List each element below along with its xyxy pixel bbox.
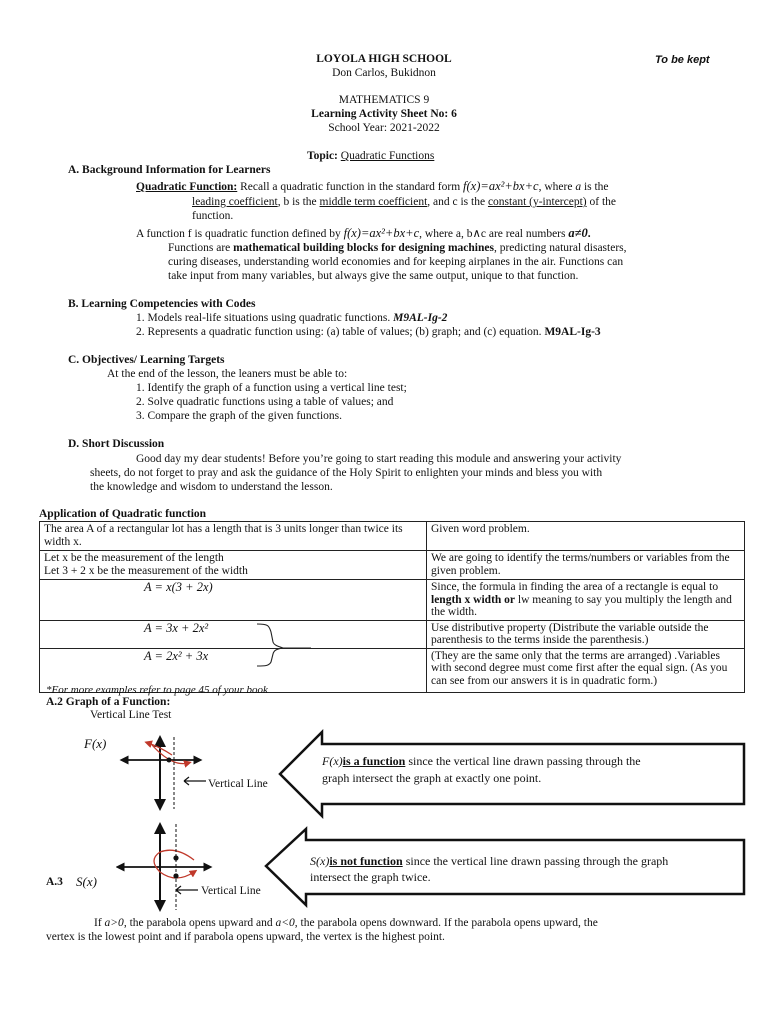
def-end: . <box>587 228 591 240</box>
school-year: School Year: 2021-2022 <box>328 122 440 134</box>
leading-coefficient: leading coefficient <box>192 196 278 208</box>
footnote: *For more examples refer to page 45 of your book <box>46 684 268 696</box>
non-function-graph-icon <box>116 822 214 912</box>
objective-2: 2. Solve quadratic functions using a table of values; and <box>136 396 394 408</box>
competency-1 <box>136 312 447 326</box>
c-text: , and c is the <box>427 196 488 208</box>
para-1-pre: Functions are <box>168 242 234 254</box>
functions-para-3: take input from many variables, but always give the same output, unique to that function. <box>168 270 579 282</box>
section-a2-heading: A.2 Graph of a Function: <box>46 696 171 708</box>
subject-title: MATHEMATICS 9 <box>338 94 430 106</box>
arrow-left-icon <box>172 884 200 896</box>
discussion-line-3: the knowledge and wisdom to understand the lesson. <box>90 481 333 493</box>
def-text-2: , where a, b∧c are real numbers <box>419 228 569 240</box>
table-cell: Use distributive property (Distribute the variable outside the parenthesis to the terms inside the parenthesis.) <box>427 620 745 648</box>
qf-text-2: , where <box>538 181 576 193</box>
callout-2-sx: S(x) <box>310 854 330 868</box>
objective-3: 3. Compare the graph of the given functions. <box>136 410 342 422</box>
topic-label: Topic: <box>307 150 338 162</box>
definition-line <box>136 227 591 242</box>
qf-text-1: Recall a quadratic function in the standard form <box>237 181 464 193</box>
topic-value: Quadratic Functions <box>340 150 435 162</box>
table-cell-equation: A = 3x + 2x² <box>40 620 427 648</box>
sx-label: S(x) <box>76 874 97 889</box>
qf-line-1 <box>136 180 609 195</box>
section-c-heading: C. Objectives/ Learning Targets <box>68 354 225 366</box>
section-b-heading: B. Learning Competencies with Codes <box>68 298 256 310</box>
objectives-intro: At the end of the lesson, the leaners must be able to: <box>107 368 348 380</box>
cell-text: lw meaning to say you multiply the length and the width. <box>431 593 732 618</box>
qf-line-3: function. <box>192 210 234 222</box>
callout-1-line-2: graph intersect the graph at exactly one point. <box>322 771 542 785</box>
callout-1-line-1 <box>322 754 641 769</box>
functions-para-2: curing diseases, understanding world economies and for keeping airplanes in the air. Functions can <box>168 256 624 268</box>
vertical-line-label-1: Vertical Line <box>208 778 268 790</box>
def-text-1: A function f is quadratic function defined by <box>136 228 344 240</box>
callout-2-bold: is not function <box>329 854 403 868</box>
para-1-post: , predicting natural disasters, <box>493 242 627 254</box>
def-formula: f(x)=ax²+bx+c <box>343 226 420 240</box>
competency-1-text: 1. Models real-life situations using quadratic functions. <box>136 312 394 324</box>
table-cell-equation: A = x(3 + 2x) <box>40 580 427 621</box>
section-d-heading: D. Short Discussion <box>68 438 165 450</box>
functions-para-1 <box>168 242 627 256</box>
table-cell: The area A of a rectangular lot has a length that is 3 units longer than twice its width x. <box>40 522 427 551</box>
of-the-text: of the <box>586 196 617 208</box>
constant-term: constant (y-intercept) <box>487 196 587 208</box>
callout-1-text: since the vertical line drawn passing through the <box>405 754 641 768</box>
school-name: LOYOLA HIGH SCHOOL <box>316 53 452 65</box>
callout-1-bold: is a function <box>342 754 406 768</box>
competency-1-code: M9AL-Ig-2 <box>393 312 448 324</box>
closing-text: , the parabola opens upward and <box>123 917 276 929</box>
topic-line <box>307 150 434 164</box>
callout-1-fx: F(x) <box>322 754 343 768</box>
closing-line-1 <box>94 917 598 931</box>
competency-2-code: M9AL-Ig-3 <box>544 326 601 338</box>
qf-line-2 <box>192 196 616 210</box>
competency-2 <box>136 326 601 340</box>
table-cell-line: Let x be the measurement of the length <box>44 552 224 564</box>
qf-formula: f(x)=ax²+bx+c <box>463 179 539 193</box>
keep-note: To be kept <box>655 54 710 66</box>
fx-label: F(x) <box>84 736 107 751</box>
table-cell: Given word problem. <box>427 522 745 551</box>
closing-text: , the parabola opens downward. If the parabola opens upward, the <box>294 917 598 929</box>
section-a-heading: A. Background Information for Learners <box>68 164 271 176</box>
competency-2-text: 2. Represents a quadratic function using: (a) table of values; (b) graph; and (c) equation. <box>136 326 545 338</box>
vertical-line-test-label: Vertical Line Test <box>90 709 172 721</box>
application-table <box>39 521 745 693</box>
table-row <box>40 580 745 621</box>
cell-text: Since, the formula in finding the area of a rectangle is equal to <box>431 581 719 593</box>
callout-2-text: since the vertical line drawn passing through the graph <box>402 854 669 868</box>
closing-line-2: vertex is the lowest point and if parabola opens upward, the vertex is the highest point. <box>46 931 445 943</box>
b-text: , b is the <box>277 196 320 208</box>
table-row <box>40 551 745 580</box>
table-cell-line: Let 3 + 2 x be the measurement of the width <box>44 564 248 577</box>
discussion-line-2: sheets, do not forget to pray and ask the guidance of the Holy Spirit to enlighten your minds and bless you with <box>90 467 603 479</box>
function-graph-icon <box>118 735 210 811</box>
discussion-line-1: Good day my dear students! Before you’re going to start reading this module and answering your activity <box>136 453 622 465</box>
sheet-title: Learning Activity Sheet No: 6 <box>311 108 457 120</box>
brace-icon <box>255 622 315 668</box>
closing-cond-1: a>0 <box>104 917 124 929</box>
qf-a-var: a <box>575 181 582 193</box>
section-a3-heading: A.3 <box>46 876 63 888</box>
objective-1: 1. Identify the graph of a function using a vertical line test; <box>136 382 407 394</box>
middle-coefficient: middle term coefficient <box>319 196 428 208</box>
table-row <box>40 522 745 551</box>
table-cell: We are going to identify the terms/numbers or variables from the given problem. <box>427 551 745 580</box>
table-cell-equation: A = 2x² + 3x <box>40 648 427 692</box>
qf-label: Quadratic Function: <box>136 181 238 193</box>
closing-text: If <box>94 917 105 929</box>
table-cell <box>427 580 745 621</box>
school-address: Don Carlos, Bukidnon <box>332 67 436 79</box>
qf-text-3: is the <box>581 181 609 193</box>
callout-2-line-2: intersect the graph twice. <box>310 870 431 884</box>
table-cell: (They are the same only that the terms are arranged) .Variables with second degree must come first after the equal sign. (As you can see from our answers it is in quadratic form.) <box>427 648 745 692</box>
table-cell <box>40 551 427 580</box>
def-condition: a≠0 <box>568 226 588 240</box>
application-heading: Application of Quadratic function <box>39 508 207 520</box>
cell-bold: length x width or <box>431 593 516 606</box>
closing-cond-2: a<0 <box>275 917 295 929</box>
table-row <box>40 620 745 648</box>
vertical-line-label-2: Vertical Line <box>201 885 261 897</box>
para-1-bold: mathematical building blocks for designing machines <box>233 242 494 254</box>
arrow-left-icon <box>180 775 208 787</box>
callout-2-line-1 <box>310 854 668 869</box>
